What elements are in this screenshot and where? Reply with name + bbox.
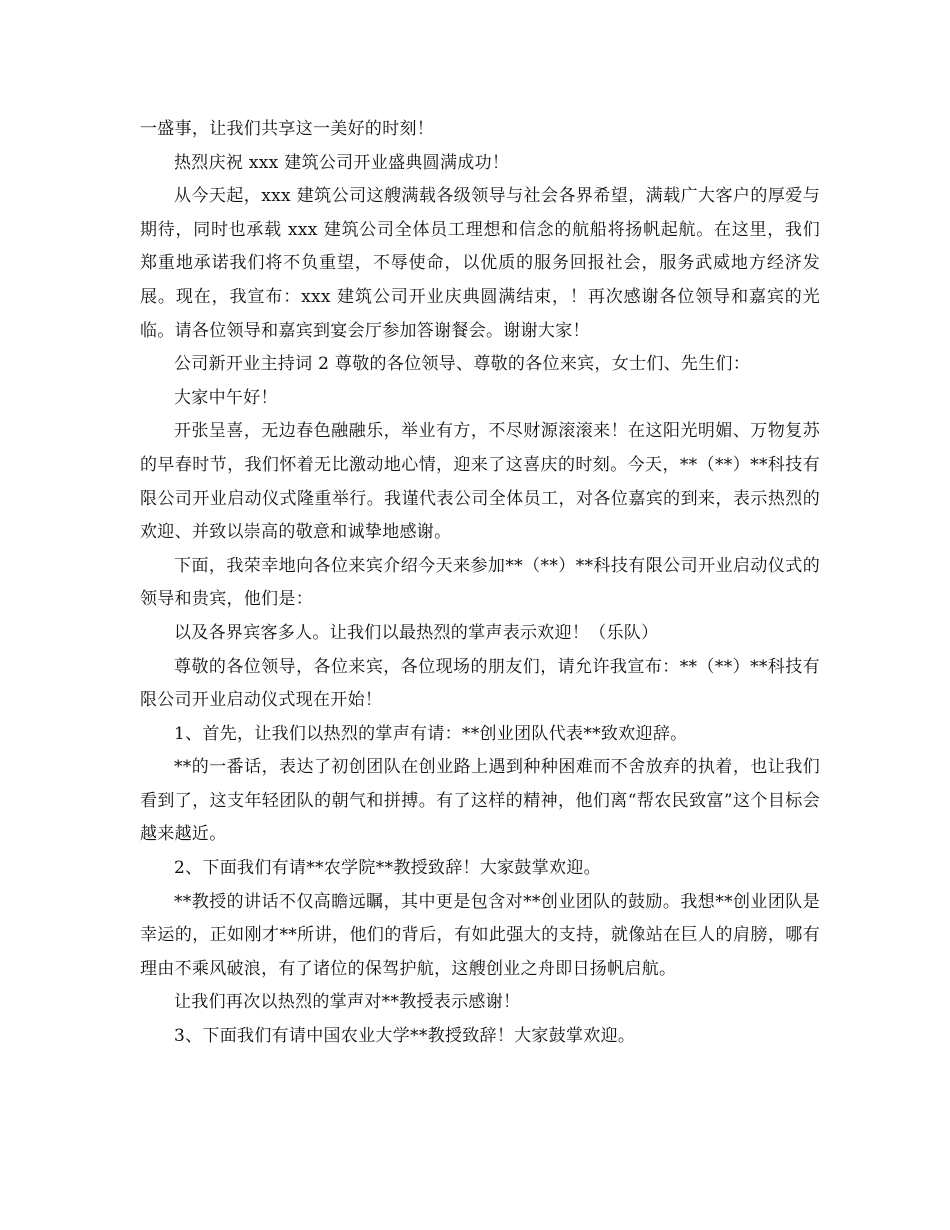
paragraph: 以及各界宾客多人。让我们以最热烈的掌声表示欢迎！（乐队） bbox=[174, 622, 659, 643]
paragraph: 从今天起，xxx 建筑公司这艘满载各级领导与社会各界希望，满载广大客户的厚爱与期待，同时也承载 xxx 建筑公司全体员工理想和信念的航船将扬帆起航。在这里，我们郑重地承诺我们将不负重望，不辱使命，以优质的服务回报社会，服务武威地方经济发展。现在，我宣布：xxx 建筑公司开业庆典圆满结束，！再次感谢各位领导和嘉宾的光临。请各位领导和嘉宾到宴会厅参加答谢餐会。谢谢大家！ bbox=[140, 186, 820, 341]
paragraph: 让我们再次以热烈的掌声对**教授表示感谢！ bbox=[174, 992, 521, 1013]
paragraph-continuation: 一盛事，让我们共享这一美好的时刻！ bbox=[140, 119, 435, 139]
paragraph: 3、下面我们有请中国农业大学**教授致辞！大家鼓掌欢迎。 bbox=[174, 1026, 636, 1047]
paragraph: **的一番话，表达了初创团队在创业路上遇到种种困难而不舍放弃的执着，也让我们看到了，这支年轻团队的朝气和拼搏。有了这样的精神，他们离“帮农民致富”这个目标会越来越近。 bbox=[140, 757, 820, 845]
paragraph: 尊敬的各位领导，各位来宾，各位现场的朋友们，请允许我宣布：**（**）**科技有限公司开业启动仪式现在开始！ bbox=[140, 656, 820, 711]
paragraph: 2、下面我们有请**农学院**教授致辞！大家鼓掌欢迎。 bbox=[174, 858, 601, 879]
paragraph: 开张呈喜，无边春色融融乐，举业有方，不尽财源滚滚来！在这阳光明媚、万物复苏的早春时节，我们怀着无比激动地心情，迎来了这喜庆的时刻。今天，**（**）**科技有限公司开业启动仪式隆重举行。我谨代表公司全体员工，对各位嘉宾的到来，表示热烈的欢迎、并致以崇高的敬意和诚挚地感谢。 bbox=[140, 421, 820, 543]
paragraph: 1、首先，让我们以热烈的掌声有请：**创业团队代表**致欢迎辞。 bbox=[174, 723, 688, 744]
paragraph: 大家中午好！ bbox=[174, 387, 278, 408]
paragraph: 热烈庆祝 xxx 建筑公司开业盛典圆满成功！ bbox=[174, 152, 510, 173]
paragraph: **教授的讲话不仅高瞻远瞩，其中更是包含对**创业团队的鼓励。我想**创业团队是幸运的，正如刚才**所讲，他们的背后，有如此强大的支持，就像站在巨人的肩膀，哪有理由不乘风破浪，有了诸位的保驾护航，这艘创业之舟即日扬帆启航。 bbox=[140, 891, 820, 979]
paragraph: 公司新开业主持词 2 尊敬的各位领导、尊敬的各位来宾，女士们、先生们： bbox=[174, 354, 751, 375]
document-body bbox=[140, 113, 820, 1054]
paragraph: 下面，我荣幸地向各位来宾介绍今天来参加**（**）**科技有限公司开业启动仪式的领导和贵宾，他们是： bbox=[140, 555, 820, 610]
